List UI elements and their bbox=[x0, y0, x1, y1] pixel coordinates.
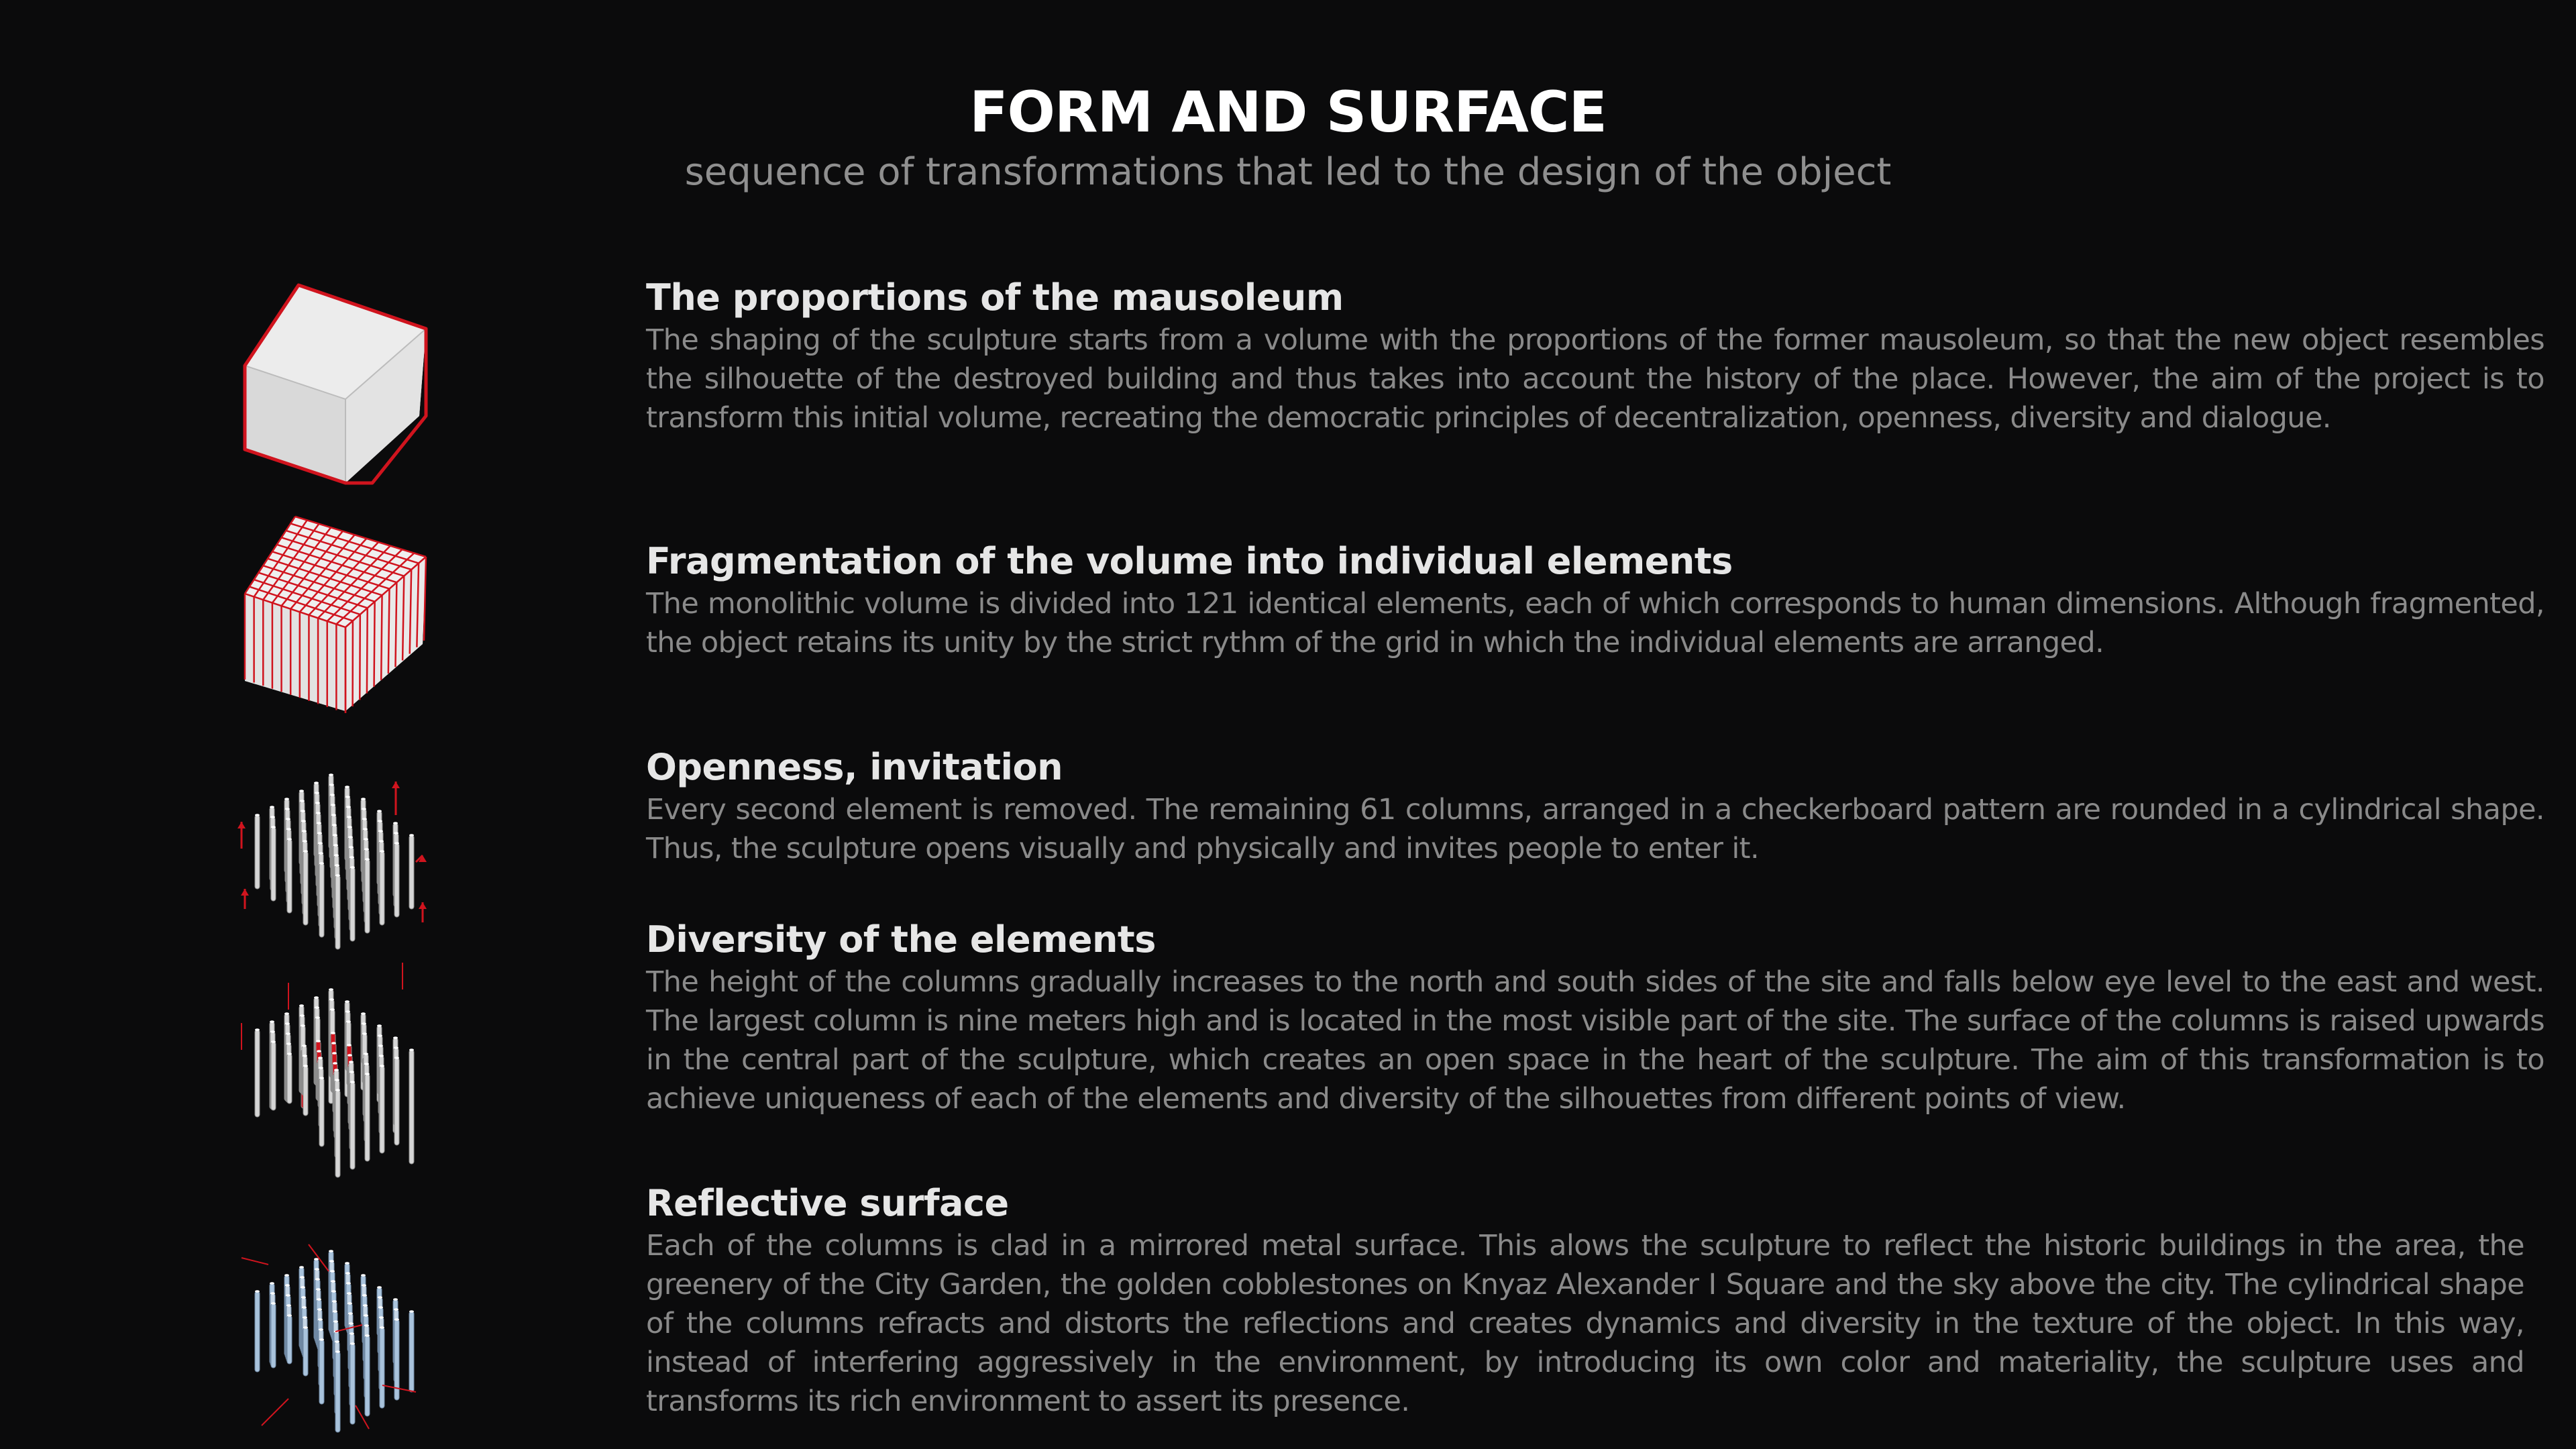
section-fragmentation bbox=[646, 539, 2544, 662]
section-diversity bbox=[646, 917, 2544, 1118]
reflective-columns-icon bbox=[235, 1221, 449, 1442]
section-body: The shaping of the sculpture starts from a volume with the proportions of the former mausoleum, so that the new object resembles the silhouette of the destroyed building and thus takes into account the history of the place. However, the aim of the project is to transform this initial volume, recreating the democratic principles of decentralization, openness, diversity and dialogue. bbox=[646, 323, 2544, 435]
gridded-cube-icon bbox=[235, 510, 449, 731]
page-title: FORM AND SURFACE bbox=[969, 79, 1607, 145]
section-body: The monolithic volume is divided into 121 identical elements, each of which corresponds to human dimensions. Although fragmented, the object retains its unity by the strict rythm of the grid in which the individual elements are arranged. bbox=[646, 587, 2544, 659]
column-field-icon bbox=[235, 745, 449, 966]
section-title: Diversity of the elements bbox=[646, 918, 1156, 961]
solid-cube-icon bbox=[235, 275, 449, 496]
section-proportions bbox=[646, 275, 2544, 437]
page-header bbox=[0, 75, 2576, 196]
varied-columns-icon bbox=[235, 959, 449, 1181]
page-subtitle: sequence of transformations that led to the design of the object bbox=[684, 150, 1892, 194]
section-openness bbox=[646, 745, 2544, 868]
section-reflective bbox=[646, 1181, 2524, 1421]
section-title: The proportions of the mausoleum bbox=[646, 276, 1344, 319]
section-title: Fragmentation of the volume into individual elements bbox=[646, 540, 1733, 582]
section-title: Openness, invitation bbox=[646, 746, 1063, 788]
section-body: Each of the columns is clad in a mirrored metal surface. This alows the sculpture to reflect the historic buildings in the area, the greenery of the City Garden, the golden cobblestones on Knyaz Alexander I Square and the sky above the city. The cylindrical shape of the columns refracts and distorts the reflections and creates dynamics and diversity in the texture of the object. In this way, instead of interfering aggressively in the environment, by introducing its own color and materiality, the sculpture uses and transforms its rich environment to assert its presence. bbox=[646, 1229, 2524, 1418]
section-body: Every second element is removed. The remaining 61 columns, arranged in a checkerboard pattern are rounded in a cylindrical shape. Thus, the sculpture opens visually and physically and invites people to enter it. bbox=[646, 793, 2544, 865]
section-title: Reflective surface bbox=[646, 1182, 1009, 1224]
section-body: The height of the columns gradually increases to the north and south sides of the site and falls below eye level to the east and west. The largest column is nine meters high and is located in the most visible part of the site. The surface of the columns is raised upwards in the central part of the sculpture, which creates an open space in the heart of the sculpture. The aim of this transformation is to achieve uniqueness of each of the elements and diversity of the silhouettes from different points of view. bbox=[646, 965, 2544, 1116]
